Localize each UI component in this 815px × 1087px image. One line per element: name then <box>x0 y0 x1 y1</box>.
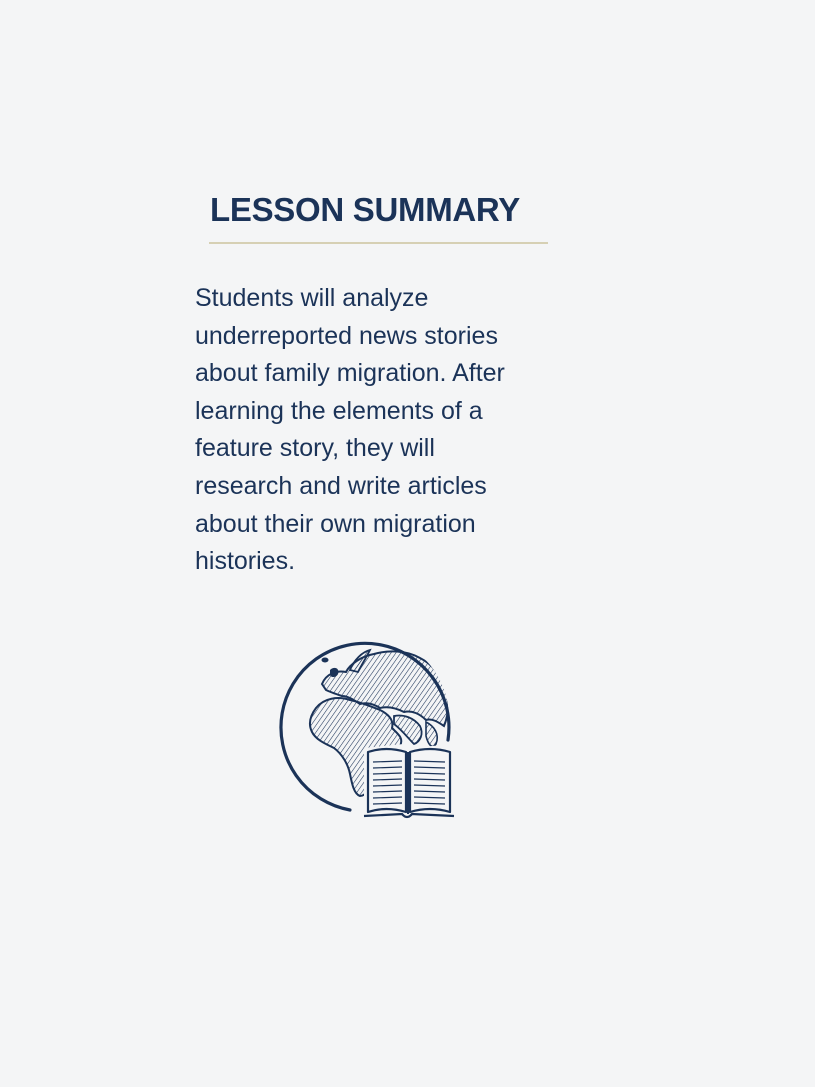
globe-and-book-illustration <box>270 630 465 825</box>
summary-line: underreported news stories <box>195 321 498 350</box>
summary-line: research and write articles <box>195 471 487 500</box>
summary-line: about their own migration <box>195 509 476 538</box>
section-heading: LESSON SUMMARY <box>210 191 520 228</box>
summary-line: Students will analyze <box>195 284 429 312</box>
heading-divider <box>209 242 548 244</box>
lesson-summary-text <box>195 280 550 581</box>
summary-line: histories. <box>195 547 296 576</box>
summary-line: learning the elements of a <box>195 396 483 425</box>
open-book-icon <box>364 744 454 820</box>
summary-line: feature story, they will <box>195 434 435 463</box>
summary-line: about family migration. After <box>195 359 505 388</box>
